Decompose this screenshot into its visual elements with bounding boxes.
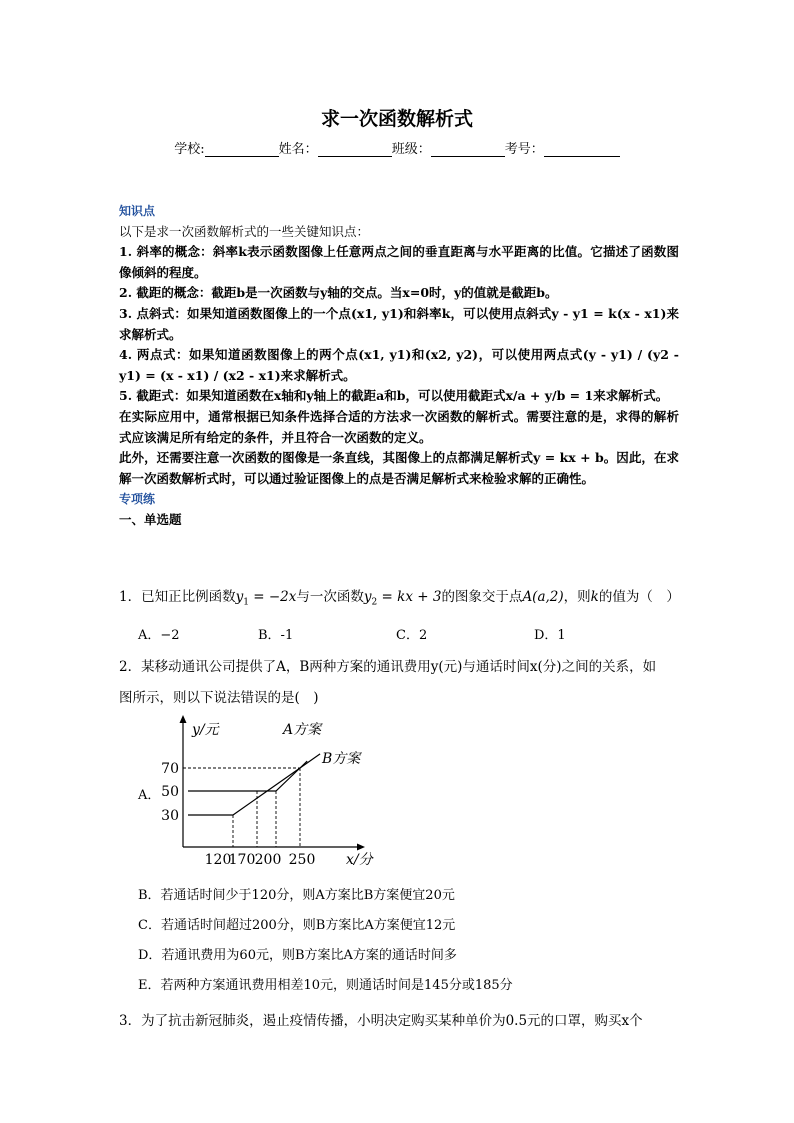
knowledge-section xyxy=(119,201,679,531)
q1-y2: y xyxy=(363,589,372,605)
q1-y1: y xyxy=(235,589,244,605)
knowledge-item-2: 2. 截距的概念：截距b是一次函数与y轴的交点。当x=0时，y的值就是截距b。 xyxy=(119,285,558,301)
tick-labels xyxy=(161,761,315,868)
y-tick-70: 70 xyxy=(161,761,179,777)
q1-option-d[interactable]: D．1 xyxy=(534,628,566,643)
practice-heading: 专项练 xyxy=(119,492,156,507)
q1-option-b[interactable]: B．-1 xyxy=(258,628,294,643)
knowledge-paragraph-1: 在实际应用中，通常根据已知条件选择合适的方法求一次函数的解析式。需要注意的是，求得的解析式应该满足所有给定的条件，并且符合一次函数的定义。 xyxy=(119,408,679,445)
q2-option-a-label[interactable]: A． xyxy=(138,788,161,803)
q2-option-e[interactable]: E．若两种方案通讯费用相差10元，则通话时间是145分或185分 xyxy=(138,978,513,993)
y-axis-label: y/元 xyxy=(192,722,219,738)
q2-option-c[interactable]: C．若通话时间超过200分，则B方案比A方案便宜12元 xyxy=(138,918,456,933)
school-label: 学校: xyxy=(174,142,205,157)
y-tick-30: 30 xyxy=(161,808,179,824)
x-tick-200: 200 xyxy=(254,852,282,868)
q1-sub1: 1 xyxy=(243,597,249,608)
y-tick-50: 50 xyxy=(161,784,179,800)
knowledge-intro: 以下是求一次函数解析式的一些关键知识点： xyxy=(119,223,370,239)
q1-eq2: = kx + 3 xyxy=(377,589,442,605)
y-axis-arrow-icon xyxy=(180,715,187,723)
q1-option-a[interactable]: A．−2 xyxy=(138,628,180,643)
x-tick-250: 250 xyxy=(288,852,316,868)
q1-number: 1． xyxy=(119,589,142,605)
q2-option-d[interactable]: D．若通讯费用为60元，则B方案比A方案的通话时间多 xyxy=(138,948,457,963)
q2-option-b[interactable]: B．若通话时间少于120分，则A方案比B方案便宜20元 xyxy=(138,888,455,903)
question-2-line-1: 2．某移动通讯公司提供了A，B两种方案的通讯费用y(元)与通话时间x(分)之间的关系，如 xyxy=(119,659,657,675)
question-1 xyxy=(119,585,679,608)
legend-a: A方案 xyxy=(283,722,322,738)
x-axis-label: x/分 xyxy=(346,852,373,868)
knowledge-paragraph-2: 此外，还需要注意一次函数的图像是一条直线，其图像上的点都满足解析式y = kx + b。因此，在求解一次函数解析式时，可以通过验证图像上的点是否满足解析式来检验求解的正确性。 xyxy=(119,450,679,486)
knowledge-item-4: 4. 两点式：如果知道函数图像上的两个点(x1, y1)和(x2, y2)，可以使用两点式(y - y1) / (y2 - y1) = (x - x1) / (x2 - x1)来求解析式。 xyxy=(119,347,679,383)
question-2-line-2: 图所示，则以下说法错误的是( ) xyxy=(119,690,319,706)
q1-text-b: 与一次函数 xyxy=(296,589,364,605)
x-tick-170: 170 xyxy=(228,852,256,868)
q1-text-c: 的图象交于点 xyxy=(441,589,523,605)
section-single-choice: 一、单选题 xyxy=(119,511,182,527)
knowledge-item-1: 1. 斜率的概念：斜率k表示函数图像上任意两点之间的垂直距离与水平距离的比值。它描述了函数图像倾斜的程度。 xyxy=(119,244,679,280)
school-blank[interactable] xyxy=(205,142,279,157)
page-title: 求一次函数解析式 xyxy=(320,108,473,130)
exam-no-blank[interactable] xyxy=(544,142,620,157)
x-axis-arrow-icon xyxy=(357,844,365,851)
student-info-line xyxy=(0,138,794,157)
name-blank[interactable] xyxy=(318,142,392,157)
q1-k: k xyxy=(590,589,599,605)
q1-option-c[interactable]: C．2 xyxy=(396,628,428,643)
x-tick-120: 120 xyxy=(204,852,232,868)
question-3-line-1: 3．为了抗击新冠肺炎，遏止疫情传播，小明决定购买某种单价为0.5元的口罩，购买x个 xyxy=(119,1013,643,1029)
cost-chart xyxy=(150,712,390,872)
legend-b: B方案 xyxy=(322,751,361,767)
q1-text-a: 已知正比例函数 xyxy=(141,589,236,605)
q1-eq1: = −2x xyxy=(248,589,297,605)
knowledge-item-3: 3. 点斜式：如果知道函数图像上的一个点(x1, y1)和斜率k，可以使用点斜式y - y1 = k(x - x1)来求解析式。 xyxy=(119,305,679,342)
class-label: 班级： xyxy=(391,142,431,157)
name-label: 姓名： xyxy=(278,142,318,157)
q1-sub2: 2 xyxy=(371,597,378,608)
knowledge-item-5: 5. 截距式：如果知道函数在x轴和y轴上的截距a和b，可以使用截距式x/a + y/b = 1来求解析式。 xyxy=(119,388,669,404)
exam-no-label: 考号： xyxy=(504,142,544,157)
q1-point: A(a,2) xyxy=(522,589,564,605)
q1-text-e: 的值为（ ） xyxy=(598,589,680,605)
q1-text-d: ，则 xyxy=(563,589,591,605)
knowledge-heading: 知识点 xyxy=(119,204,156,218)
class-blank[interactable] xyxy=(431,142,505,157)
